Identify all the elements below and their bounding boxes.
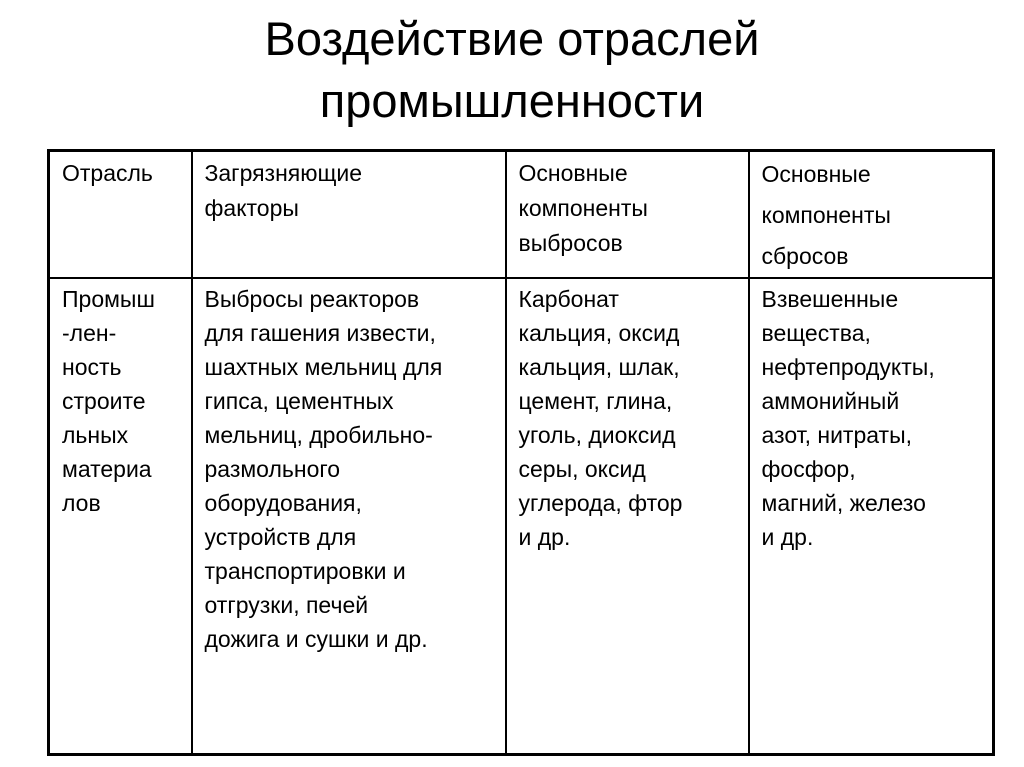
cell-emission-components: Карбонат кальция, оксид кальция, шлак, цемент, глина, уголь, диоксид серы, оксид углерода, фтор и др. (506, 278, 749, 755)
table-row (49, 278, 994, 755)
header-cell-pollution-factors: Загрязняющие факторы (192, 151, 506, 279)
cell-pollution-factors: Выбросы реакторов для гашения извести, шахтных мельниц для гипса, цементных мельниц, дробильно- размольного оборудования, устройств для транспортировки и отгрузки, печей дожига и сушки и др. (192, 278, 506, 755)
slide-title (0, 8, 1024, 132)
industry-impact-table (47, 149, 995, 756)
title-line: промышленности (319, 74, 705, 127)
cell-industry: Промыш -лен- ность строите льных материа лов (49, 278, 192, 755)
title-line: Воздействие отраслей (264, 12, 760, 65)
cell-discharge-components: Взвешенные вещества, нефтепродукты, аммонийный азот, нитраты, фосфор, магний, железо и др. (749, 278, 994, 755)
header-cell-discharge-components: Основные компоненты сбросов (749, 151, 994, 279)
table-header-row (49, 151, 994, 279)
header-cell-emission-components: Основные компоненты выбросов (506, 151, 749, 279)
header-cell-industry: Отрасль (49, 151, 192, 279)
